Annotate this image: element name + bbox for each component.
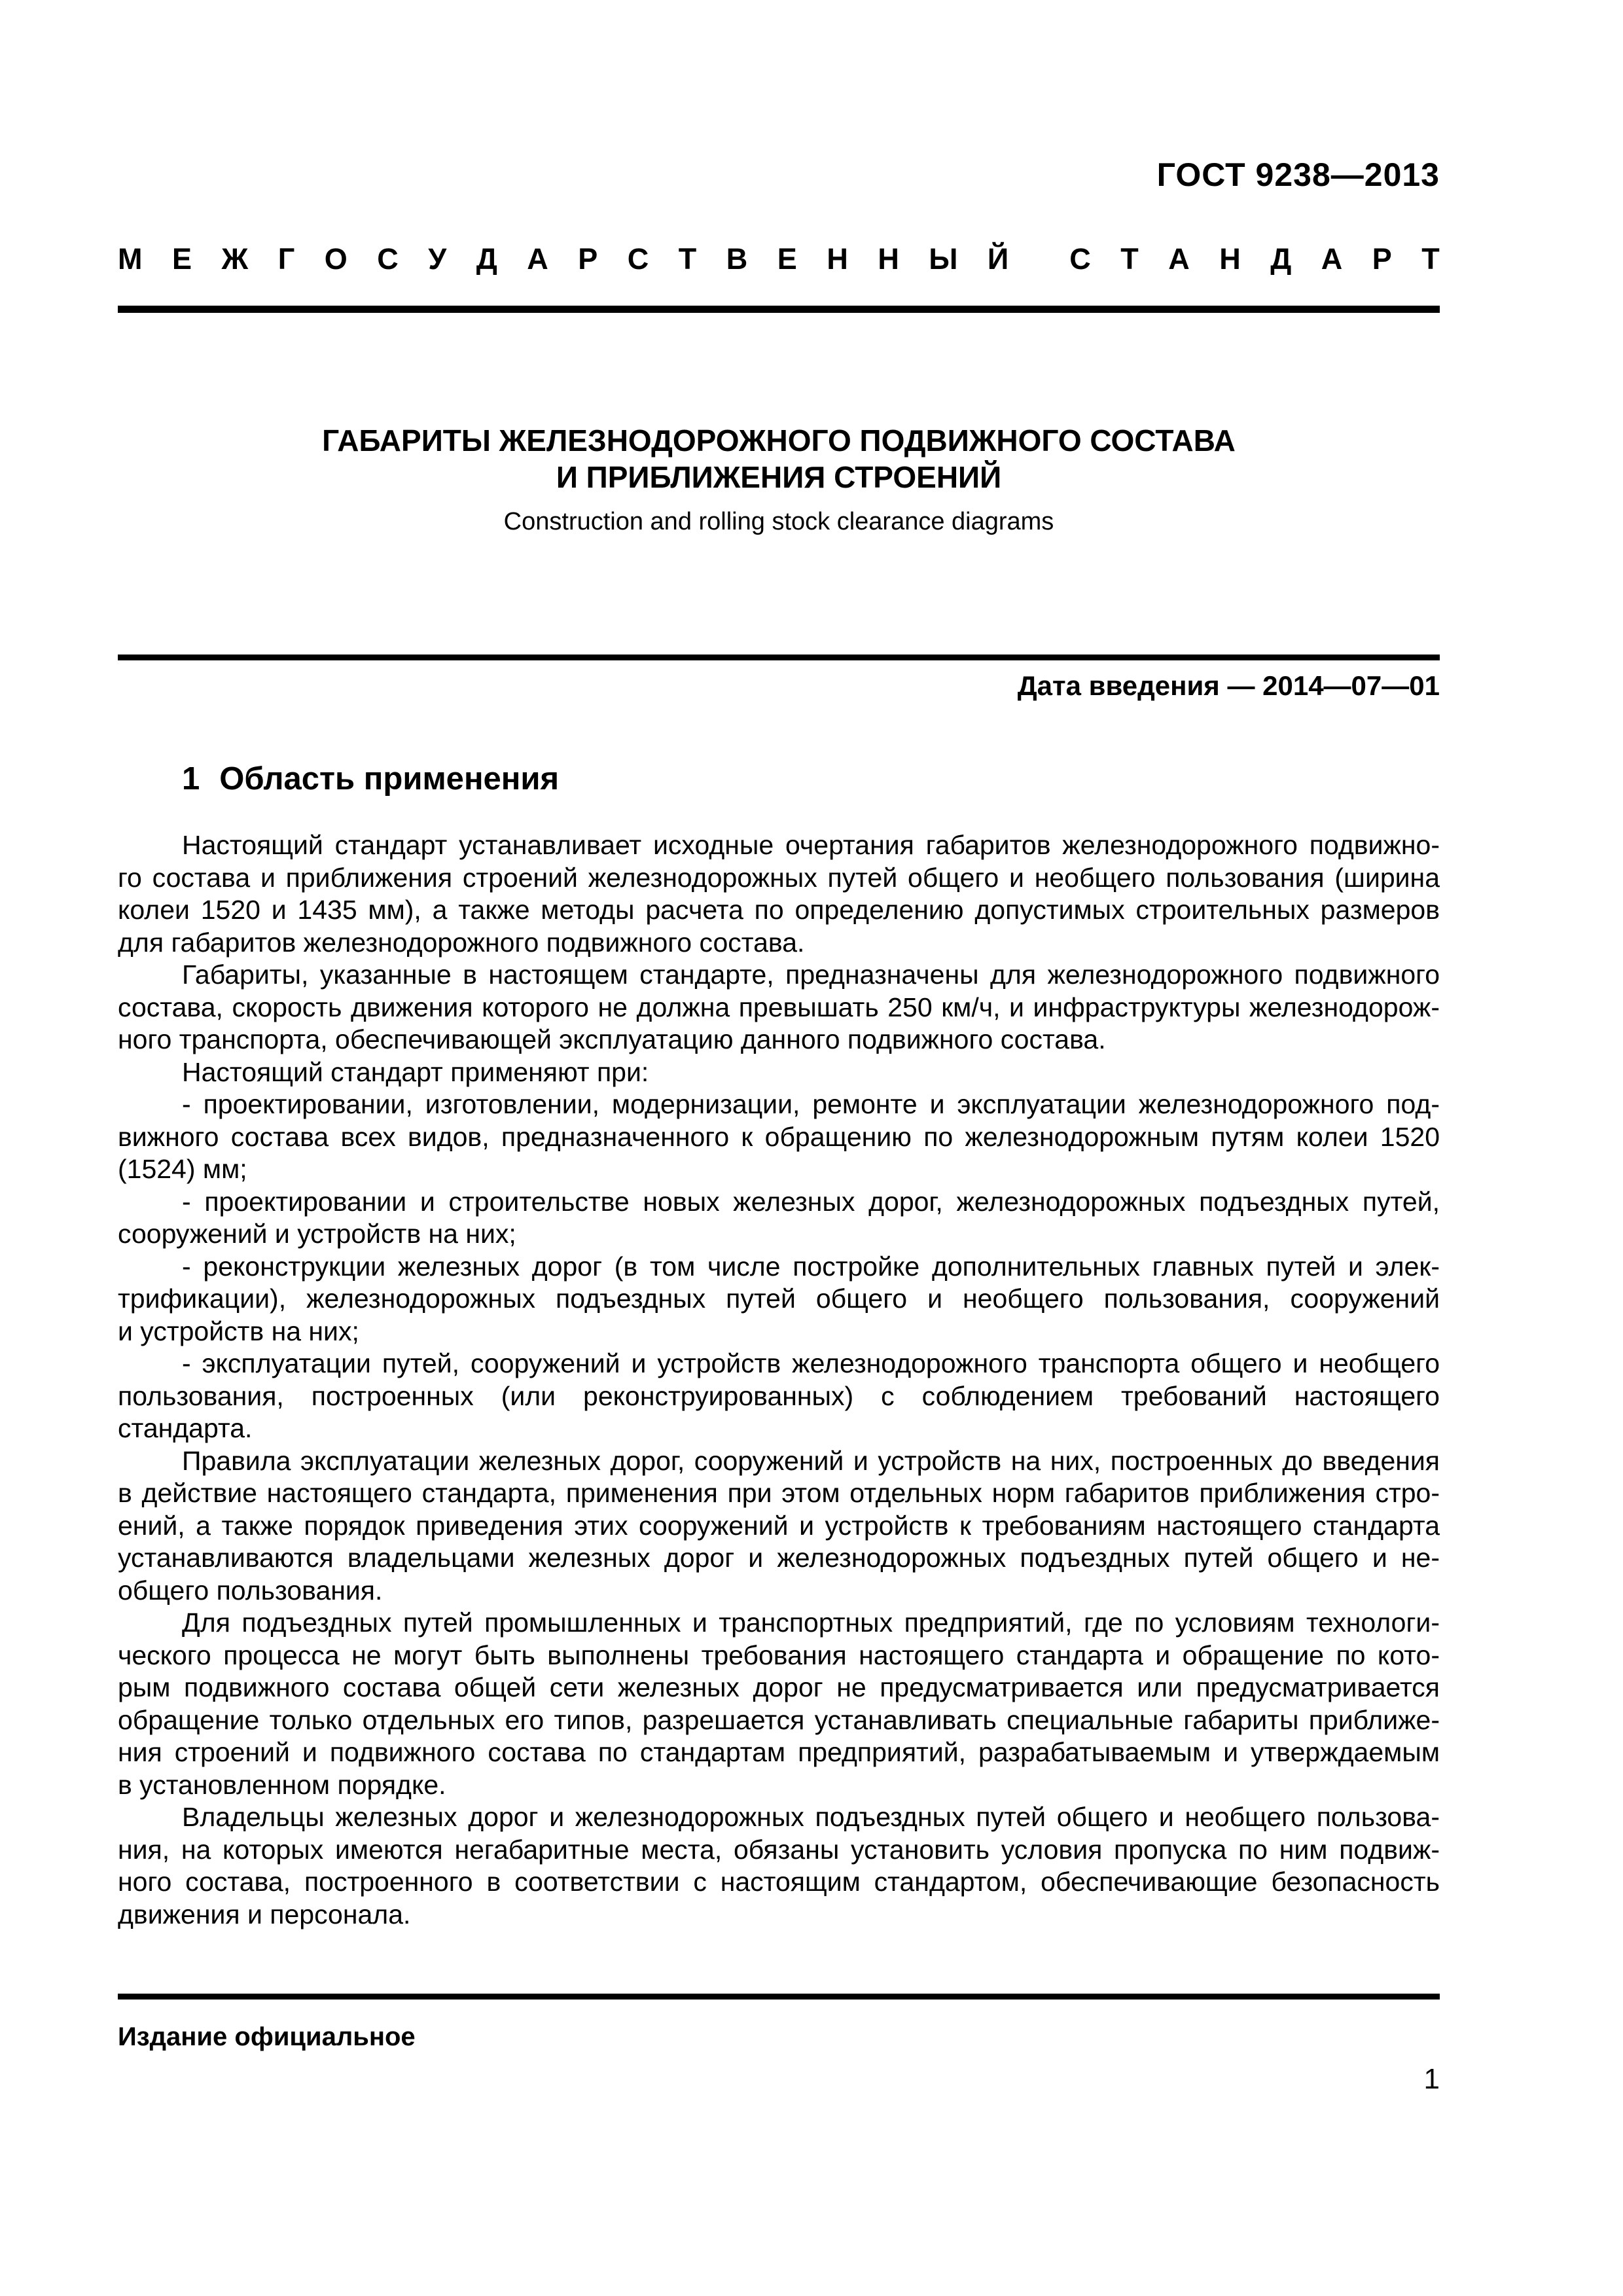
effective-date: Дата введения — 2014—07—01: [1017, 670, 1440, 701]
banner-letter: Р: [578, 242, 598, 276]
paragraph-line: ческого процесса не могут быть выполнены требования настоящего стандарта и обращение по кото-: [118, 1640, 1440, 1670]
banner-letter: Ы: [929, 242, 958, 276]
banner-letter: Т: [1120, 242, 1139, 276]
banner-letter: Й: [987, 242, 1009, 276]
paragraph-line: состава, скорость движения которого не должна превышать 250 км/ч, и инфраструктуры железнодорож-: [118, 992, 1440, 1022]
paragraph-line: в установленном порядке.: [118, 1769, 446, 1800]
standard-code: ГОСТ 9238—2013: [1156, 156, 1440, 193]
paragraph-line: - реконструкции железных дорог (в том числе постройке дополнительных главных путей и элек-: [182, 1251, 1440, 1282]
paragraph-line: общего пользования.: [118, 1575, 383, 1605]
footer-rule: [118, 1994, 1440, 2000]
paragraph: [118, 1445, 1440, 1607]
page-number: 1: [1423, 2063, 1440, 2095]
paragraph: [118, 1056, 1440, 1089]
banner-letter: Н: [1219, 242, 1241, 276]
banner-letter: Д: [476, 242, 497, 276]
banner-letter: Г: [277, 242, 295, 276]
banner-letter: Е: [172, 242, 192, 276]
paragraph-line: ного состава, построенного в соответствии с настоящим стандартом, обеспечивающие безопасность: [118, 1867, 1440, 1897]
banner-letter: С: [1069, 242, 1091, 276]
paragraph-line: Настоящий стандарт применяют при:: [182, 1056, 649, 1087]
banner-letter: Р: [1372, 242, 1392, 276]
banner-letter: М: [118, 242, 143, 276]
paragraph-line: ений, а также порядок приведения этих сооружений и устройств к требованиям настоящего стандарта: [118, 1510, 1440, 1541]
banner-letter: Е: [777, 242, 797, 276]
edition-note: Издание официальное: [118, 2022, 416, 2051]
section-title: Область применения: [219, 761, 560, 797]
paragraph-line: Владельцы железных дорог и железнодорожных подъездных путей общего и необщего пользова-: [182, 1802, 1440, 1832]
paragraph-line: ния строений и подвижного состава по стандартам предприятий, разрабатываемым и утверждаемым: [118, 1737, 1440, 1767]
paragraph-line: для габаритов железнодорожного подвижного состава.: [118, 927, 805, 958]
paragraph-line: Настоящий стандарт устанавливает исходные очертания габаритов железнодорожного подвижно-: [182, 830, 1440, 860]
banner-letter: А: [527, 242, 548, 276]
banner-letter: В: [726, 242, 748, 276]
banner-letter: А: [1321, 242, 1343, 276]
paragraph-line: сооружений и устройств на них;: [118, 1219, 516, 1249]
standard-type-banner: [118, 242, 1440, 276]
paragraph: [118, 959, 1440, 1056]
paragraph-line: Для подъездных путей промышленных и транспортных предприятий, где по условиям технологи-: [182, 1607, 1440, 1638]
banner-letter: У: [428, 242, 447, 276]
document-title-line-2: И ПРИБЛИЖЕНИЯ СТРОЕНИЙ: [556, 460, 1002, 494]
banner-letter: Н: [827, 242, 848, 276]
banner-letter: Т: [1421, 242, 1440, 276]
paragraph-line: в действие настоящего стандарта, применения при этом отдельных норм габаритов приближения стро-: [118, 1478, 1440, 1508]
document-subtitle-english: Construction and rolling stock clearance diagrams: [503, 508, 1054, 535]
paragraph: [118, 1088, 1440, 1186]
paragraph-line: Правила эксплуатации железных дорог, сооружений и устройств на них, построенных до введения: [182, 1445, 1440, 1476]
paragraph-line: и устройств на них;: [118, 1316, 359, 1346]
banner-letter: Н: [878, 242, 899, 276]
paragraph-line: - проектировании, изготовлении, модернизации, ремонте и эксплуатации железнодорожного под-: [182, 1089, 1440, 1119]
paragraph-line: обращение только отдельных его типов, разрешается устанавливать специальные габариты приближе-: [118, 1704, 1440, 1735]
header-rule: [118, 306, 1440, 313]
document-title: [118, 422, 1440, 495]
paragraph: [118, 829, 1440, 959]
paragraph-line: - эксплуатации путей, сооружений и устройств железнодорожного транспорта общего и необщего: [182, 1348, 1440, 1378]
banner-letter: С: [627, 242, 649, 276]
paragraph-line: ния, на которых имеются негабаритные места, обязаны установить условия пропуска по ним подвиж-: [118, 1834, 1440, 1865]
paragraph-line: го состава и приближения строений железнодорожных путей общего и необщего пользования (ширина: [118, 862, 1440, 893]
paragraph-line: трификации), железнодорожных подъездных путей общего и необщего пользования, сооружений: [118, 1283, 1440, 1314]
document-title-line-1: ГАБАРИТЫ ЖЕЛЕЗНОДОРОЖНОГО ПОДВИЖНОГО СОСТАВА: [322, 423, 1236, 457]
paragraph-line: (1524) мм;: [118, 1154, 247, 1184]
date-section-rule: [118, 655, 1440, 660]
paragraph-line: - проектировании и строительстве новых железных дорог, железнодорожных подъездных путей,: [182, 1186, 1440, 1217]
paragraph-line: ного транспорта, обеспечивающей эксплуатацию данного подвижного состава.: [118, 1024, 1106, 1054]
paragraph-line: Габариты, указанные в настоящем стандарте, предназначены для железнодорожного подвижного: [182, 960, 1440, 990]
paragraph-line: устанавливаются владельцами железных дорог и железнодорожных подъездных путей общего и не-: [118, 1543, 1440, 1573]
paragraph-line: движения и персонала.: [118, 1899, 411, 1929]
paragraph: [118, 1251, 1440, 1348]
banner-letter: А: [1168, 242, 1190, 276]
section-heading: [118, 761, 1440, 797]
banner-letter: Ж: [221, 242, 249, 276]
paragraph: [118, 1801, 1440, 1931]
paragraph-line: вижного состава всех видов, предназначенного к обращению по железнодорожным путям колеи 1520: [118, 1121, 1440, 1152]
paragraph-line: пользования, построенных (или реконструированных) с соблюдением требований настоящего стандарта.: [118, 1380, 1440, 1443]
banner-letter: Т: [678, 242, 697, 276]
paragraph: [118, 1348, 1440, 1445]
body-text: [118, 829, 1440, 1931]
paragraph-line: рым подвижного состава общей сети железных дорог не предусматривается или предусматривается: [118, 1672, 1440, 1702]
paragraph: [118, 1186, 1440, 1251]
paragraph-line: колеи 1520 и 1435 мм), а также методы расчета по определению допустимых строительных размеров: [118, 895, 1440, 925]
paragraph: [118, 1607, 1440, 1801]
banner-letter: О: [324, 242, 348, 276]
banner-letter: Д: [1270, 242, 1292, 276]
banner-letter: С: [377, 242, 399, 276]
section-number: 1: [182, 761, 200, 797]
